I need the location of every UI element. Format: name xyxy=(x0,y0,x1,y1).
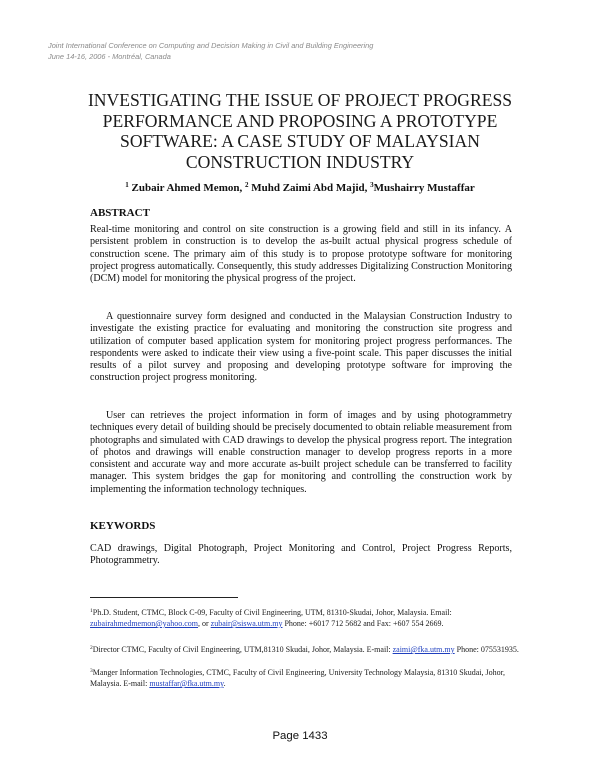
author-list xyxy=(50,178,550,195)
author-2-mark: 2 xyxy=(244,181,249,189)
footnote-1-email-link-2[interactable]: zubair@siswa.utm.my xyxy=(210,619,283,628)
footnote-3-mark: 3 xyxy=(90,668,93,674)
author-1-name: Zubair Ahmed Memon, xyxy=(131,182,243,194)
footnote-2-email-link[interactable]: zaimi@fka.utm.my xyxy=(392,645,455,654)
footnote-3-end: . xyxy=(223,679,226,688)
abstract-paragraph-2: A questionnaire survey form designed and conducted in the Malaysian Construction Industry to investigate the existing practice for evaluating and monitoring the construction site progress and utilization of computer based application system for monitoring project progress performances. The respondents were asked to indicate their view using a five-point scale. This paper discusses the initial results of a pilot survey and proposing and developing prototype software for improving the construction project progress monitoring. xyxy=(90,311,512,384)
footnote-1-phone: Phone: +6017 712 5682 and Fax: +607 554 2669. xyxy=(282,619,444,628)
author-2-name: Muhd Zaimi Abd Majid, xyxy=(251,182,368,194)
footnote-3-text: Manger Information Technologies, CTMC, Faculty of Civil Engineering, University Technology Malaysia, 81310 Skudai, Johor, Malaysia. E-mail: xyxy=(90,668,505,688)
conference-name: Joint International Conference on Computing and Decision Making in Civil and Building Engineering xyxy=(48,41,374,50)
footnote-1-email-link[interactable]: zubairahmedmemon@yahoo.com xyxy=(90,619,198,628)
author-3-name: Mushairry Mustaffar xyxy=(373,182,475,194)
paper-title: INVESTIGATING THE ISSUE OF PROJECT PROGRESS PERFORMANCE AND PROPOSING A PROTOTYPE SOFTWARE: A CASE STUDY OF MALAYSIAN CONSTRUCTION INDUSTRY xyxy=(87,90,513,172)
footnote-3-email-link[interactable]: mustaffar@fka.utm.my xyxy=(149,679,224,688)
footnote-1 xyxy=(90,606,520,629)
abstract-paragraph-1: Real-time monitoring and control on site construction is a growing field and still in its infancy. A persistent problem in construction is to develop the as-built actual physical progress schedule of construction scene. The primary aim of this study is to propose prototype software for monitoring project progress automatically. Consequently, this study addresses Digitalizing Construction Monitoring (DCM) model for monitoring the physical progress of the project. xyxy=(90,224,512,285)
footnote-2-phone: Phone: 075531935. xyxy=(454,645,519,654)
footnote-3 xyxy=(90,666,520,689)
conference-date: June 14-16, 2006 - Montréal, Canada xyxy=(48,51,171,61)
abstract-heading: ABSTRACT xyxy=(90,207,150,219)
footnote-2-text: Director CTMC, Faculty of Civil Engineering, UTM,81310 Skudai, Johor, Malaysia. E-mail: xyxy=(92,645,393,654)
footnote-divider xyxy=(90,597,238,598)
page-number: Page 1433 xyxy=(272,730,328,742)
author-3-mark: 3 xyxy=(370,181,374,189)
abstract-paragraph-3: User can retrieves the project information in form of images and by using photogrammetry techniques every detail of building should be precisely documented to obtain reliable measurement from photographs and simulated with CAD drawings to develop the physical progress report. The integration of photos and drawings will enable construction manager to develop progress reports in a more consistent and accurate way and more accurate as-built project schedule can be transferred to facility manager. This system bridges the gap for monitoring and controlling the construction work by implementing the information technology techniques. xyxy=(90,410,512,495)
conference-header xyxy=(48,41,568,62)
footnote-2 xyxy=(90,643,520,655)
footnote-1-separator: , or xyxy=(198,619,211,628)
keywords-heading: KEYWORDS xyxy=(90,520,156,532)
footnote-2-mark: 2 xyxy=(90,645,93,651)
footnote-1-text: Ph.D. Student, CTMC, Block C-09, Faculty of Civil Engineering, UTM, 81310-Skudai, Johor, Malaysia. Email: xyxy=(92,608,452,617)
keywords-text: CAD drawings, Digital Photograph, Project Monitoring and Control, Project Progress Reports, Photogrammetry. xyxy=(90,543,512,567)
author-1-mark: 1 xyxy=(125,181,129,189)
footnote-1-mark: 1 xyxy=(90,608,93,614)
